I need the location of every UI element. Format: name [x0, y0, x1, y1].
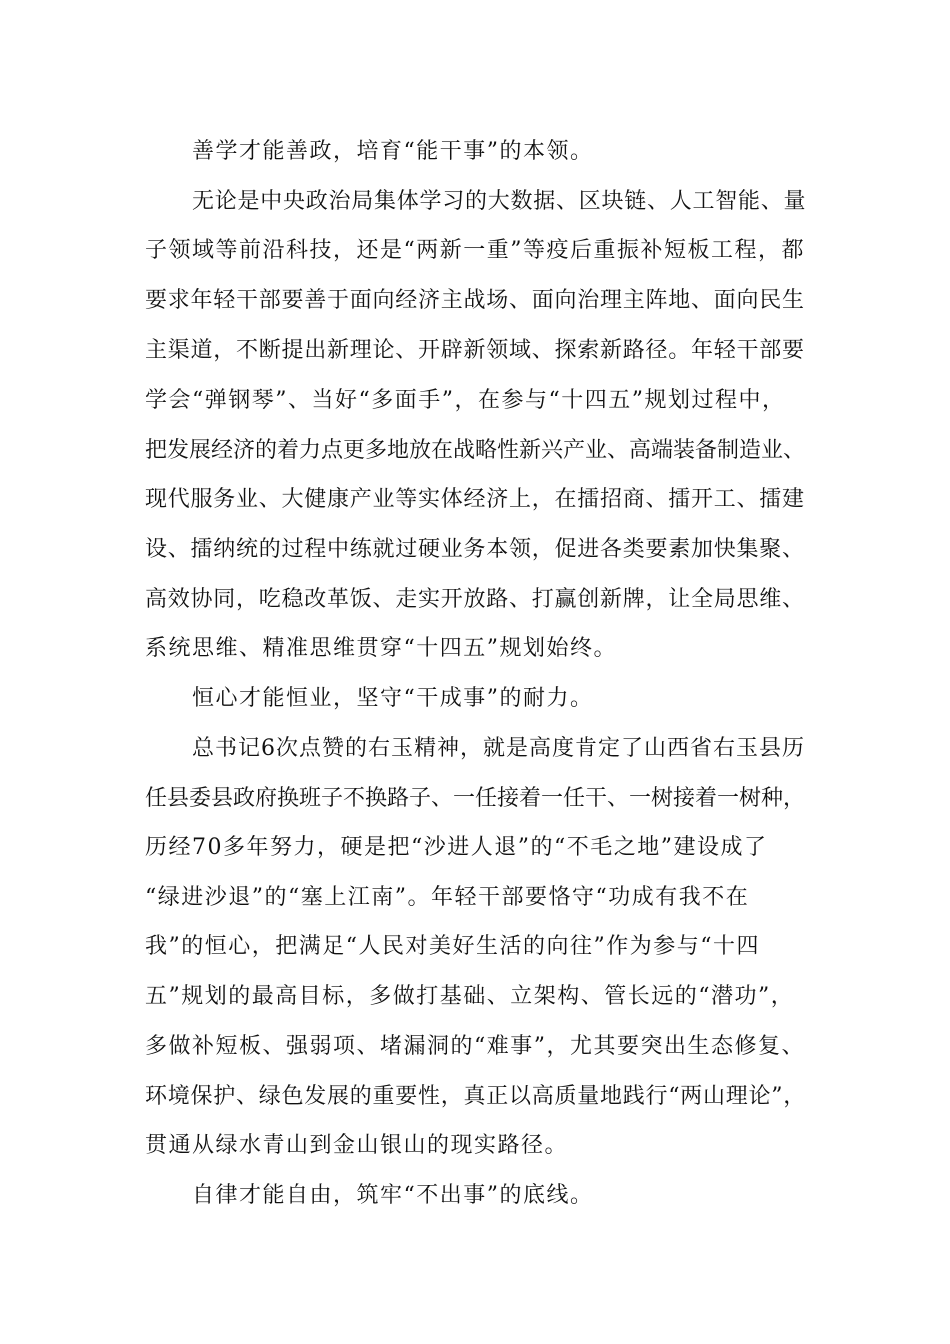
paragraph-line: 任县委县政府换班子不换路子、一任接着一任干、一树接着一树种，	[145, 786, 806, 811]
section-heading-2: 恒心才能恒业，坚守“干成事”的耐力。	[192, 686, 594, 711]
paragraph-line: 把发展经济的着力点更多地放在战略性新兴产业、高端装备制造业、	[145, 438, 806, 463]
section-heading-1: 善学才能善政，培育“能干事”的本领。	[192, 139, 594, 164]
paragraph-line: 子领域等前沿科技，还是“两新一重”等疫后重振补短板工程，都	[145, 238, 805, 263]
paragraph-line: 要求年轻干部要善于面向经济主战场、面向治理主阵地、面向民生	[145, 288, 805, 313]
paragraph-line: 设、擂纳统的过程中练就过硬业务本领，促进各类要素加快集聚、	[145, 537, 805, 562]
paragraph-line: 系统思维、精准思维贯穿“十四五”规划始终。	[145, 636, 617, 661]
paragraph-line: 无论是中央政治局集体学习的大数据、区块链、人工智能、量	[192, 189, 807, 214]
paragraph-line: 贯通从绿水青山到金山银山的现实路径。	[145, 1133, 569, 1158]
paragraph-line: 高效协同，吃稳改革饭、走实开放路、打赢创新牌，让全局思维、	[145, 587, 805, 612]
paragraph-line: 五”规划的最高目标，多做打基础、立架构、管长远的“潜功”，	[145, 984, 795, 1009]
paragraph-line: 总书记6次点赞的右玉精神，就是高度肯定了山西省右玉县历	[192, 736, 805, 761]
paragraph-line: 我”的恒心，把满足“人民对美好生活的向往”作为参与“十四	[145, 934, 760, 959]
paragraph-line: 多做补短板、强弱项、堵漏洞的“难事”，尤其要突出生态修复、	[145, 1034, 805, 1059]
paragraph-line: 学会“弹钢琴”、当好“多面手”，在参与“十四五”规划过程中，	[145, 388, 786, 413]
paragraph-line: 主渠道，不断提出新理论、开辟新领域、探索新路径。年轻干部要	[145, 338, 805, 363]
paragraph-line: “绿进沙退”的“塞上江南”。年轻干部要恪守“功成有我不在	[145, 885, 750, 910]
paragraph-line: 历经70多年努力，硬是把“沙进人退”的“不毛之地”建设成了	[145, 835, 768, 860]
section-heading-3: 自律才能自由，筑牢“不出事”的底线。	[192, 1183, 594, 1208]
paragraph-line: 现代服务业、大健康产业等实体经济上，在擂招商、擂开工、擂建	[145, 487, 805, 512]
paragraph-line: 环境保护、绿色发展的重要性，真正以高质量地践行“两山理论”，	[145, 1084, 806, 1109]
